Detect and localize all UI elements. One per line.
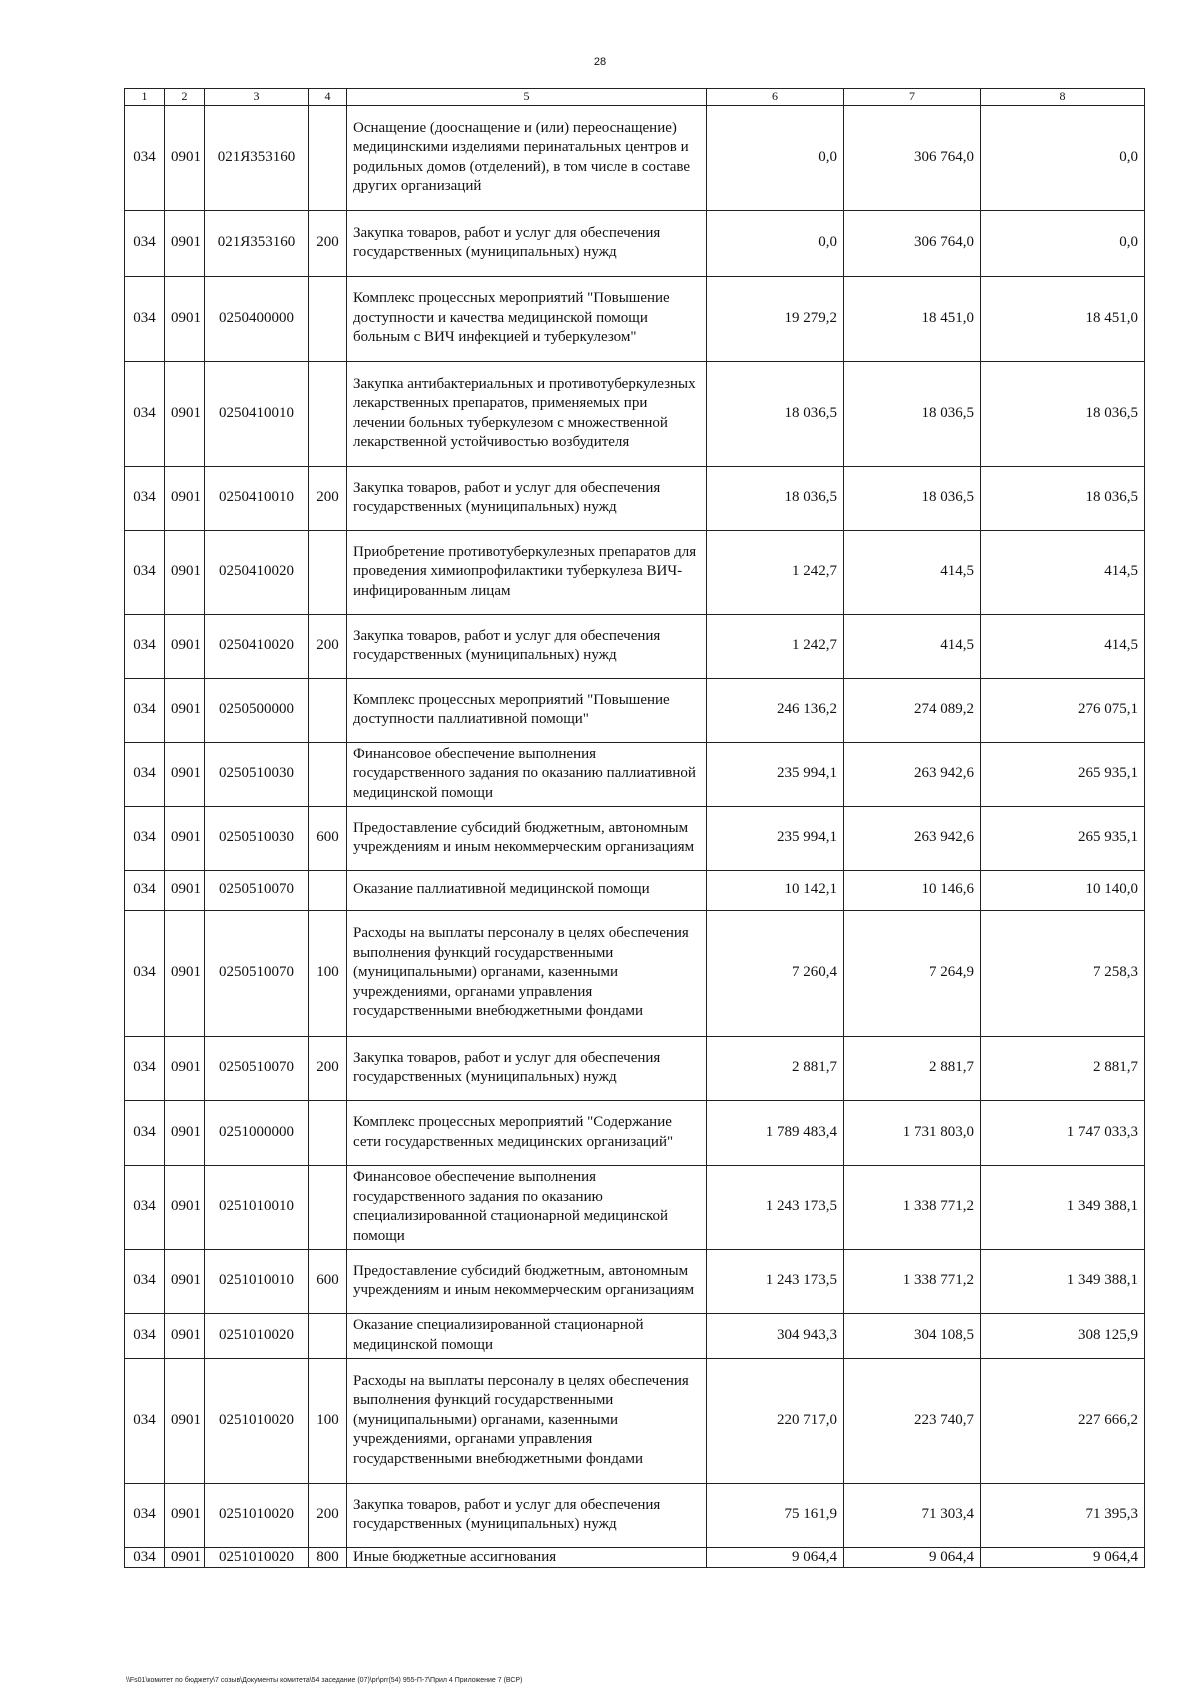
expense-type-cell — [309, 276, 347, 361]
table-row — [125, 1249, 1145, 1313]
expense-type-cell — [309, 105, 347, 210]
table-row — [125, 466, 1145, 530]
expense-type-cell: 100 — [309, 1358, 347, 1483]
expense-type-cell: 200 — [309, 1036, 347, 1100]
target-article-cell: 0250510030 — [205, 742, 309, 806]
amount-cell-7: 18 036,5 — [844, 361, 981, 466]
ministry-code-cell: 034 — [125, 1036, 165, 1100]
description-cell: Закупка товаров, работ и услуг для обеспечения государственных (муниципальных) нужд — [347, 1036, 707, 1100]
expense-type-cell — [309, 530, 347, 614]
amount-cell-6: 1 243 173,5 — [707, 1165, 844, 1249]
target-article-cell: 0250500000 — [205, 678, 309, 742]
description-cell: Иные бюджетные ассигнования — [347, 1547, 707, 1568]
amount-cell-6: 18 036,5 — [707, 466, 844, 530]
ministry-code-cell: 034 — [125, 466, 165, 530]
description-cell: Приобретение противотуберкулезных препаратов для проведения химиопрофилактики туберкулеза ВИЧ-инфицированным лицам — [347, 530, 707, 614]
section-code-cell: 0901 — [165, 530, 205, 614]
target-article-cell: 0250410020 — [205, 530, 309, 614]
table-row — [125, 1036, 1145, 1100]
amount-cell-7: 71 303,4 — [844, 1483, 981, 1547]
description-cell: Закупка товаров, работ и услуг для обеспечения государственных (муниципальных) нужд — [347, 614, 707, 678]
description-cell: Предоставление субсидий бюджетным, автономным учреждениям и иным некоммерческим организациям — [347, 806, 707, 870]
amount-cell-7: 10 146,6 — [844, 870, 981, 910]
amount-cell-8: 1 349 388,1 — [981, 1249, 1145, 1313]
section-code-cell: 0901 — [165, 870, 205, 910]
amount-cell-7: 9 064,4 — [844, 1547, 981, 1568]
amount-cell-7: 1 338 771,2 — [844, 1165, 981, 1249]
amount-cell-6: 1 242,7 — [707, 530, 844, 614]
target-article-cell: 0250410010 — [205, 466, 309, 530]
amount-cell-8: 18 036,5 — [981, 466, 1145, 530]
table-row — [125, 1313, 1145, 1358]
ministry-code-cell: 034 — [125, 742, 165, 806]
amount-cell-8: 227 666,2 — [981, 1358, 1145, 1483]
description-cell: Комплекс процессных мероприятий "Повышение доступности и качества медицинской помощи больным с ВИЧ инфекцией и туберкулезом" — [347, 276, 707, 361]
ministry-code-cell: 034 — [125, 361, 165, 466]
expense-type-cell: 200 — [309, 210, 347, 276]
amount-cell-7: 223 740,7 — [844, 1358, 981, 1483]
target-article-cell: 0251000000 — [205, 1100, 309, 1165]
expense-type-cell: 800 — [309, 1547, 347, 1568]
expense-type-cell — [309, 1100, 347, 1165]
table-row — [125, 678, 1145, 742]
amount-cell-8: 18 036,5 — [981, 361, 1145, 466]
amount-cell-7: 263 942,6 — [844, 806, 981, 870]
table-row — [125, 105, 1145, 210]
section-code-cell: 0901 — [165, 466, 205, 530]
expense-type-cell — [309, 870, 347, 910]
amount-cell-8: 1 747 033,3 — [981, 1100, 1145, 1165]
ministry-code-cell: 034 — [125, 870, 165, 910]
target-article-cell: 0250410010 — [205, 361, 309, 466]
description-cell: Предоставление субсидий бюджетным, автономным учреждениям и иным некоммерческим организациям — [347, 1249, 707, 1313]
section-code-cell: 0901 — [165, 1249, 205, 1313]
amount-cell-8: 18 451,0 — [981, 276, 1145, 361]
table-row — [125, 1165, 1145, 1249]
table-row — [125, 910, 1145, 1036]
amount-cell-6: 235 994,1 — [707, 806, 844, 870]
amount-cell-7: 306 764,0 — [844, 210, 981, 276]
amount-cell-8: 1 349 388,1 — [981, 1165, 1145, 1249]
expense-type-cell: 200 — [309, 1483, 347, 1547]
ministry-code-cell: 034 — [125, 210, 165, 276]
ministry-code-cell: 034 — [125, 614, 165, 678]
section-code-cell: 0901 — [165, 1100, 205, 1165]
amount-cell-7: 263 942,6 — [844, 742, 981, 806]
description-cell: Расходы на выплаты персоналу в целях обеспечения выполнения функций государственными (муниципальными) органами, казенными учреждениями, органами управления государственными внебюджетными фондами — [347, 1358, 707, 1483]
header-cell: 2 — [165, 89, 205, 106]
section-code-cell: 0901 — [165, 1165, 205, 1249]
amount-cell-6: 220 717,0 — [707, 1358, 844, 1483]
target-article-cell: 0250410020 — [205, 614, 309, 678]
amount-cell-7: 414,5 — [844, 614, 981, 678]
header-cell: 8 — [981, 89, 1145, 106]
description-cell: Комплекс процессных мероприятий "Содержание сети государственных медицинских организаций" — [347, 1100, 707, 1165]
amount-cell-8: 7 258,3 — [981, 910, 1145, 1036]
header-cell: 5 — [347, 89, 707, 106]
ministry-code-cell: 034 — [125, 1313, 165, 1358]
amount-cell-8: 0,0 — [981, 210, 1145, 276]
amount-cell-7: 304 108,5 — [844, 1313, 981, 1358]
amount-cell-7: 7 264,9 — [844, 910, 981, 1036]
description-cell: Расходы на выплаты персоналу в целях обеспечения выполнения функций государственными (муниципальными) органами, казенными учреждениями, органами управления государственными внебюджетными фондами — [347, 910, 707, 1036]
table-row — [125, 1483, 1145, 1547]
ministry-code-cell: 034 — [125, 276, 165, 361]
section-code-cell: 0901 — [165, 678, 205, 742]
ministry-code-cell: 034 — [125, 910, 165, 1036]
description-cell: Закупка антибактериальных и противотуберкулезных лекарственных препаратов, применяемых при лечении больных туберкулезом с множественной лекарственной устойчивостью возбудителя — [347, 361, 707, 466]
amount-cell-8: 414,5 — [981, 614, 1145, 678]
amount-cell-6: 1 789 483,4 — [707, 1100, 844, 1165]
amount-cell-7: 1 731 803,0 — [844, 1100, 981, 1165]
amount-cell-7: 2 881,7 — [844, 1036, 981, 1100]
expense-type-cell — [309, 678, 347, 742]
ministry-code-cell: 034 — [125, 1483, 165, 1547]
amount-cell-7: 1 338 771,2 — [844, 1249, 981, 1313]
target-article-cell: 021Я353160 — [205, 210, 309, 276]
amount-cell-7: 414,5 — [844, 530, 981, 614]
ministry-code-cell: 034 — [125, 806, 165, 870]
amount-cell-6: 10 142,1 — [707, 870, 844, 910]
target-article-cell: 021Я353160 — [205, 105, 309, 210]
ministry-code-cell: 034 — [125, 1165, 165, 1249]
amount-cell-8: 71 395,3 — [981, 1483, 1145, 1547]
section-code-cell: 0901 — [165, 742, 205, 806]
expense-type-cell — [309, 742, 347, 806]
target-article-cell: 0251010020 — [205, 1358, 309, 1483]
ministry-code-cell: 034 — [125, 530, 165, 614]
amount-cell-6: 18 036,5 — [707, 361, 844, 466]
target-article-cell: 0250510070 — [205, 910, 309, 1036]
description-cell: Закупка товаров, работ и услуг для обеспечения государственных (муниципальных) нужд — [347, 466, 707, 530]
table-row — [125, 1100, 1145, 1165]
table-row — [125, 1547, 1145, 1568]
amount-cell-6: 1 242,7 — [707, 614, 844, 678]
section-code-cell: 0901 — [165, 1313, 205, 1358]
ministry-code-cell: 034 — [125, 1547, 165, 1568]
target-article-cell: 0251010020 — [205, 1313, 309, 1358]
amount-cell-6: 9 064,4 — [707, 1547, 844, 1568]
section-code-cell: 0901 — [165, 105, 205, 210]
table-row — [125, 276, 1145, 361]
ministry-code-cell: 034 — [125, 678, 165, 742]
ministry-code-cell: 034 — [125, 1358, 165, 1483]
expense-type-cell: 200 — [309, 466, 347, 530]
expense-type-cell: 200 — [309, 614, 347, 678]
amount-cell-6: 304 943,3 — [707, 1313, 844, 1358]
target-article-cell: 0251010020 — [205, 1547, 309, 1568]
expense-type-cell — [309, 1165, 347, 1249]
table-row — [125, 870, 1145, 910]
target-article-cell: 0251010010 — [205, 1249, 309, 1313]
amount-cell-6: 0,0 — [707, 210, 844, 276]
description-cell: Финансовое обеспечение выполнения государственного задания по оказанию паллиативной медицинской помощи — [347, 742, 707, 806]
amount-cell-8: 265 935,1 — [981, 806, 1145, 870]
expense-type-cell — [309, 361, 347, 466]
description-cell: Комплекс процессных мероприятий "Повышение доступности паллиативной помощи" — [347, 678, 707, 742]
section-code-cell: 0901 — [165, 210, 205, 276]
amount-cell-8: 2 881,7 — [981, 1036, 1145, 1100]
table-row — [125, 742, 1145, 806]
amount-cell-7: 18 451,0 — [844, 276, 981, 361]
amount-cell-6: 235 994,1 — [707, 742, 844, 806]
description-cell: Закупка товаров, работ и услуг для обеспечения государственных (муниципальных) нужд — [347, 1483, 707, 1547]
header-cell: 3 — [205, 89, 309, 106]
target-article-cell: 0250510070 — [205, 1036, 309, 1100]
section-code-cell: 0901 — [165, 276, 205, 361]
amount-cell-6: 0,0 — [707, 105, 844, 210]
target-article-cell: 0250510030 — [205, 806, 309, 870]
table-row — [125, 210, 1145, 276]
amount-cell-8: 10 140,0 — [981, 870, 1145, 910]
table-row — [125, 806, 1145, 870]
ministry-code-cell: 034 — [125, 1100, 165, 1165]
budget-table — [124, 88, 1145, 1568]
expense-type-cell: 100 — [309, 910, 347, 1036]
amount-cell-8: 9 064,4 — [981, 1547, 1145, 1568]
amount-cell-6: 246 136,2 — [707, 678, 844, 742]
section-code-cell: 0901 — [165, 614, 205, 678]
section-code-cell: 0901 — [165, 1036, 205, 1100]
description-cell: Оснащение (дооснащение и (или) переоснащение) медицинскими изделиями перинатальных центров и родильных домов (отделений), в том числе в составе других организаций — [347, 105, 707, 210]
ministry-code-cell: 034 — [125, 105, 165, 210]
amount-cell-6: 2 881,7 — [707, 1036, 844, 1100]
amount-cell-7: 306 764,0 — [844, 105, 981, 210]
table-row — [125, 614, 1145, 678]
amount-cell-8: 276 075,1 — [981, 678, 1145, 742]
amount-cell-6: 75 161,9 — [707, 1483, 844, 1547]
amount-cell-8: 414,5 — [981, 530, 1145, 614]
amount-cell-6: 1 243 173,5 — [707, 1249, 844, 1313]
amount-cell-7: 274 089,2 — [844, 678, 981, 742]
description-cell: Оказание паллиативной медицинской помощи — [347, 870, 707, 910]
header-cell: 6 — [707, 89, 844, 106]
description-cell: Оказание специализированной стационарной медицинской помощи — [347, 1313, 707, 1358]
footer-file-path: \\Fs01\комитет по бюджету\7 созыв\Документы комитета\54 заседание (07)\pr\prr(54) 955-П-7\Прил 4 Приложение 7 (ВСР) — [126, 1677, 523, 1684]
amount-cell-8: 0,0 — [981, 105, 1145, 210]
header-row — [125, 89, 1145, 106]
target-article-cell: 0251010010 — [205, 1165, 309, 1249]
section-code-cell: 0901 — [165, 806, 205, 870]
amount-cell-6: 19 279,2 — [707, 276, 844, 361]
table-row — [125, 530, 1145, 614]
header-cell: 1 — [125, 89, 165, 106]
amount-cell-8: 308 125,9 — [981, 1313, 1145, 1358]
amount-cell-7: 18 036,5 — [844, 466, 981, 530]
description-cell: Закупка товаров, работ и услуг для обеспечения государственных (муниципальных) нужд — [347, 210, 707, 276]
section-code-cell: 0901 — [165, 1483, 205, 1547]
target-article-cell: 0250510070 — [205, 870, 309, 910]
description-cell: Финансовое обеспечение выполнения государственного задания по оказанию специализированной стационарной медицинской помощи — [347, 1165, 707, 1249]
amount-cell-8: 265 935,1 — [981, 742, 1145, 806]
section-code-cell: 0901 — [165, 361, 205, 466]
header-cell: 4 — [309, 89, 347, 106]
section-code-cell: 0901 — [165, 1358, 205, 1483]
expense-type-cell: 600 — [309, 806, 347, 870]
section-code-cell: 0901 — [165, 1547, 205, 1568]
table-row — [125, 361, 1145, 466]
section-code-cell: 0901 — [165, 910, 205, 1036]
expense-type-cell — [309, 1313, 347, 1358]
header-cell: 7 — [844, 89, 981, 106]
amount-cell-6: 7 260,4 — [707, 910, 844, 1036]
target-article-cell: 0250400000 — [205, 276, 309, 361]
expense-type-cell: 600 — [309, 1249, 347, 1313]
target-article-cell: 0251010020 — [205, 1483, 309, 1547]
page-number: 28 — [593, 56, 607, 68]
table-row — [125, 1358, 1145, 1483]
table-body — [125, 105, 1145, 1568]
ministry-code-cell: 034 — [125, 1249, 165, 1313]
